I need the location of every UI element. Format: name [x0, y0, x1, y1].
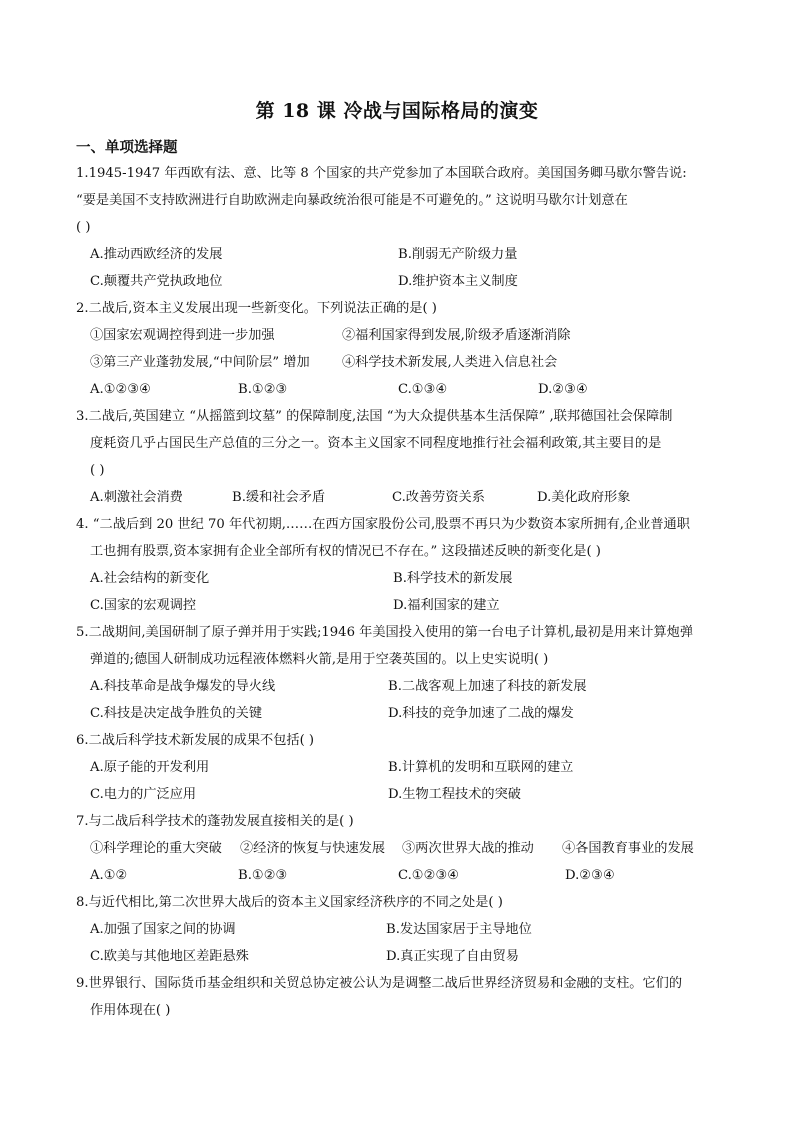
question-8: [76, 889, 726, 916]
question-line: “要是美国不支持欧洲进行自助欧洲走向暴政统治很可能是不可避免的。” 这说明马歇尔计划意在: [76, 193, 628, 208]
statement-2: ②福利国家得到发展,阶级矛盾逐渐消除: [342, 328, 571, 343]
option-a[interactable]: A.科技革命是战争爆发的导火线: [90, 679, 276, 694]
option-c[interactable]: C.国家的宏观调控: [90, 598, 197, 613]
option-b[interactable]: B.缓和社会矛盾: [232, 490, 326, 505]
option-b[interactable]: B.计算机的发明和互联网的建立: [388, 760, 574, 775]
option-row: [90, 592, 730, 619]
option-b[interactable]: B.削弱无产阶级力量: [398, 247, 518, 262]
option-a[interactable]: A.①②: [90, 868, 128, 883]
question-4: [76, 511, 726, 565]
option-d[interactable]: D.福利国家的建立: [393, 598, 500, 613]
question-5: [76, 619, 726, 673]
option-a[interactable]: A.加强了国家之间的协调: [90, 922, 236, 937]
option-row: [90, 565, 730, 592]
option-row: [90, 376, 730, 403]
option-b[interactable]: B.科学技术的新发展: [393, 571, 513, 586]
option-b[interactable]: B.①②③: [238, 868, 288, 883]
question-3: [76, 403, 726, 484]
option-a[interactable]: A.社会结构的新变化: [90, 571, 210, 586]
option-row: [90, 943, 730, 970]
option-c[interactable]: C.改善劳资关系: [392, 490, 485, 505]
question-line: 度耗资几乎占国民生产总值的三分之一。资本主义国家不同程度地推行社会福利政策,其主要目的是: [90, 436, 662, 451]
option-d[interactable]: D.科技的竞争加速了二战的爆发: [388, 706, 574, 721]
option-d[interactable]: D.②③④: [538, 382, 588, 397]
option-a[interactable]: A.推动西欧经济的发展: [90, 247, 223, 262]
option-a[interactable]: A.原子能的开发利用: [90, 760, 210, 775]
statement-1: ①国家宏观调控得到进一步加强: [90, 328, 275, 343]
question-line: 3.二战后,英国建立 “从摇篮到坟墓” 的保障制度,法国 “为大众提供基本生活保障” ,联邦德国社会保障制: [76, 409, 673, 424]
option-b[interactable]: B.二战客观上加速了科技的新发展: [388, 679, 587, 694]
section-heading: 一、单项选择题: [76, 139, 178, 156]
option-a[interactable]: A.刺激社会消费: [90, 490, 183, 505]
statement-2: ②经济的恢复与快速发展: [240, 841, 386, 856]
statement-4: ④各国教育事业的发展: [562, 841, 694, 856]
option-d[interactable]: D.美化政府形象: [537, 490, 631, 505]
option-d[interactable]: D.生物工程技术的突破: [388, 787, 521, 802]
statement-4: ④科学技术新发展,人类进入信息社会: [342, 355, 558, 370]
question-line: 作用体现在( ): [90, 1003, 171, 1018]
option-c[interactable]: C.①③④: [398, 382, 448, 397]
page-title: 第 18 课 冷战与国际格局的演变: [255, 100, 539, 122]
statement-3: ③第三产业蓬勃发展,“中间阶层” 增加: [90, 355, 310, 370]
option-c[interactable]: C.欧美与其他地区差距悬殊: [90, 949, 249, 964]
option-row: [90, 916, 730, 943]
option-c[interactable]: C.科技是决定战争胜负的关键: [90, 706, 263, 721]
option-row: [90, 484, 730, 511]
option-row: [90, 781, 730, 808]
option-row: [90, 700, 730, 727]
statement-3: ③两次世界大战的推动: [402, 841, 534, 856]
option-c[interactable]: C.颠覆共产党执政地位: [90, 274, 223, 289]
question-9: [76, 970, 726, 1024]
question-line: ( ): [76, 220, 91, 235]
question-line: ( ): [90, 463, 105, 478]
option-a[interactable]: A.①②③④: [90, 382, 152, 397]
option-c[interactable]: C.电力的广泛应用: [90, 787, 197, 802]
option-d[interactable]: D.维护资本主义制度: [398, 274, 518, 289]
question-line: 7.与二战后科学技术的蓬勃发展直接相关的是( ): [76, 814, 354, 829]
option-b[interactable]: B.发达国家居于主导地位: [386, 922, 532, 937]
option-row: [90, 268, 730, 295]
question-line: 4. “二战后到 20 世纪 70 年代初期,……在西方国家股份公司,股票不再只为少数资本家所拥有,企业普通职: [76, 517, 690, 532]
question-line: 9.世界银行、国际货币基金组织和关贸总协定被公认为是调整二战后世界经济贸易和金融的支柱。它们的: [76, 976, 683, 991]
option-row: [90, 754, 730, 781]
question-line: 8.与近代相比,第二次世界大战后的资本主义国家经济秩序的不同之处是( ): [76, 895, 503, 910]
statement-1: ①科学理论的重大突破: [90, 841, 222, 856]
question-6: [76, 727, 726, 754]
option-c[interactable]: C.①②③④: [398, 868, 460, 883]
question-line: 6.二战后科学技术新发展的成果不包括( ): [76, 733, 315, 748]
question-1: [76, 160, 726, 241]
question-7: [76, 808, 726, 835]
question-line: 工也拥有股票,资本家拥有企业全部所有权的情况已不存在。” 这段描述反映的新变化是( ): [90, 544, 601, 559]
option-d[interactable]: D.②③④: [565, 868, 615, 883]
question-2: [76, 295, 726, 322]
question-line: 5.二战期间,美国研制了原子弹并用于实践;1946 年美国投入使用的第一台电子计算机,最初是用来计算炮弹: [76, 625, 694, 640]
question-line: 弹道的;德国人研制成功远程液体燃料火箭,是用于空袭英国的。以上史实说明( ): [90, 652, 549, 667]
question-line: 1.1945-1947 年西欧有法、意、比等 8 个国家的共产党参加了本国联合政府。美国国务卿马歇尔警告说:: [76, 166, 687, 181]
option-row: [90, 673, 730, 700]
question-line: 2.二战后,资本主义发展出现一些新变化。下列说法正确的是( ): [76, 301, 437, 316]
option-b[interactable]: B.①②③: [238, 382, 288, 397]
option-row: [90, 241, 730, 268]
option-row: [90, 862, 730, 889]
option-d[interactable]: D.真正实现了自由贸易: [386, 949, 519, 964]
